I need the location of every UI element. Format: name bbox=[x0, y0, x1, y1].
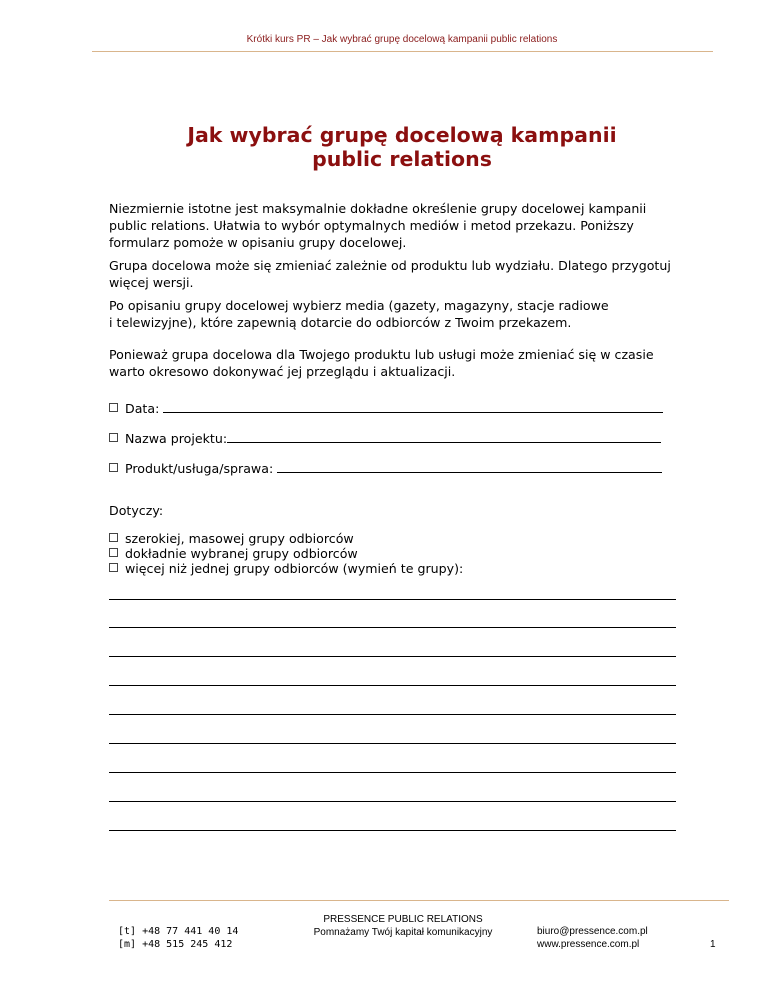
header-divider bbox=[92, 51, 713, 52]
project-field-row bbox=[109, 430, 661, 447]
footer-company bbox=[284, 913, 522, 939]
page-title bbox=[92, 123, 712, 171]
title-line-1: Jak wybrać grupę docelową kampanii bbox=[187, 123, 617, 147]
project-input-line[interactable] bbox=[227, 430, 661, 443]
media-line-2: i telewizyjne), które zapewnią dotarcie do odbiorców z Twoim przekazem. bbox=[109, 315, 572, 330]
write-in-line[interactable] bbox=[109, 801, 676, 802]
write-in-line[interactable] bbox=[109, 599, 676, 600]
footer-contact-web bbox=[537, 925, 648, 951]
concern-option-multiple[interactable] bbox=[109, 560, 463, 577]
date-label: Data: bbox=[125, 401, 160, 416]
footer-tagline: Pomnażamy Twój kapitał komunikacyjny bbox=[313, 927, 493, 938]
checkbox-icon[interactable] bbox=[109, 533, 118, 542]
checkbox-icon[interactable] bbox=[109, 463, 118, 472]
intro-paragraph bbox=[109, 200, 709, 251]
write-in-line[interactable] bbox=[109, 772, 676, 773]
footer-company-name: PRESSENCE PUBLIC RELATIONS bbox=[323, 914, 483, 925]
product-field-row bbox=[109, 460, 662, 477]
versions-line-2: więcej wersji. bbox=[109, 275, 194, 290]
footer-website-link[interactable]: www.pressence.com.pl bbox=[537, 939, 640, 950]
footer-contact-phones bbox=[118, 925, 238, 951]
intro-line-2: public relations. Ułatwia to wybór optymalnych mediów i metod przekazu. Poniższy bbox=[109, 218, 634, 233]
footer-mobile: [m] +48 515 245 412 bbox=[118, 939, 233, 950]
write-in-line[interactable] bbox=[109, 830, 676, 831]
versions-paragraph bbox=[109, 257, 709, 291]
write-in-line[interactable] bbox=[109, 627, 676, 628]
running-header: Krótki kurs PR – Jak wybrać grupę docelową kampanii public relations bbox=[246, 34, 558, 45]
media-paragraph bbox=[109, 297, 709, 331]
concern-option-label: dokładnie wybranej grupy odbiorców bbox=[125, 546, 358, 561]
write-in-line[interactable] bbox=[109, 685, 676, 686]
date-field-row bbox=[109, 400, 663, 417]
media-line-1: Po opisaniu grupy docelowej wybierz media (gazety, magazyny, stacje radiowe bbox=[109, 298, 609, 313]
write-in-line[interactable] bbox=[109, 714, 676, 715]
concern-option-label: szerokiej, masowej grupy odbiorców bbox=[125, 531, 354, 546]
footer-phone: [t] +48 77 441 40 14 bbox=[118, 926, 239, 937]
product-label: Produkt/usługa/sprawa: bbox=[125, 461, 274, 476]
checkbox-icon[interactable] bbox=[109, 548, 118, 557]
date-input-line[interactable] bbox=[163, 400, 663, 413]
checkbox-icon[interactable] bbox=[109, 563, 118, 572]
review-line-2: warto okresowo dokonywać jej przeglądu i aktualizacji. bbox=[109, 364, 456, 379]
concern-option-label: więcej niż jednej grupy odbiorców (wymień te grupy): bbox=[125, 561, 464, 576]
intro-line-1: Niezmiernie istotne jest maksymalnie dokładne określenie grupy docelowej kampanii bbox=[109, 201, 647, 216]
review-paragraph bbox=[109, 346, 709, 380]
concerns-label: Dotyczy: bbox=[109, 503, 164, 518]
page-number: 1 bbox=[710, 939, 716, 950]
title-line-2: public relations bbox=[312, 147, 492, 171]
project-label: Nazwa projektu: bbox=[125, 431, 228, 446]
versions-line-1: Grupa docelowa może się zmieniać zależnie od produktu lub wydziału. Dlatego przygotuj bbox=[109, 258, 671, 273]
product-input-line[interactable] bbox=[277, 460, 662, 473]
checkbox-icon[interactable] bbox=[109, 403, 118, 412]
review-line-1: Ponieważ grupa docelowa dla Twojego produktu lub usługi może zmieniać się w czasie bbox=[109, 347, 654, 362]
write-in-line[interactable] bbox=[109, 743, 676, 744]
footer-divider bbox=[109, 900, 729, 901]
footer-email-link[interactable]: biuro@pressence.com.pl bbox=[537, 926, 648, 937]
write-in-line[interactable] bbox=[109, 656, 676, 657]
intro-line-3: formularz pomoże w opisaniu grupy docelowej. bbox=[109, 235, 407, 250]
checkbox-icon[interactable] bbox=[109, 433, 118, 442]
